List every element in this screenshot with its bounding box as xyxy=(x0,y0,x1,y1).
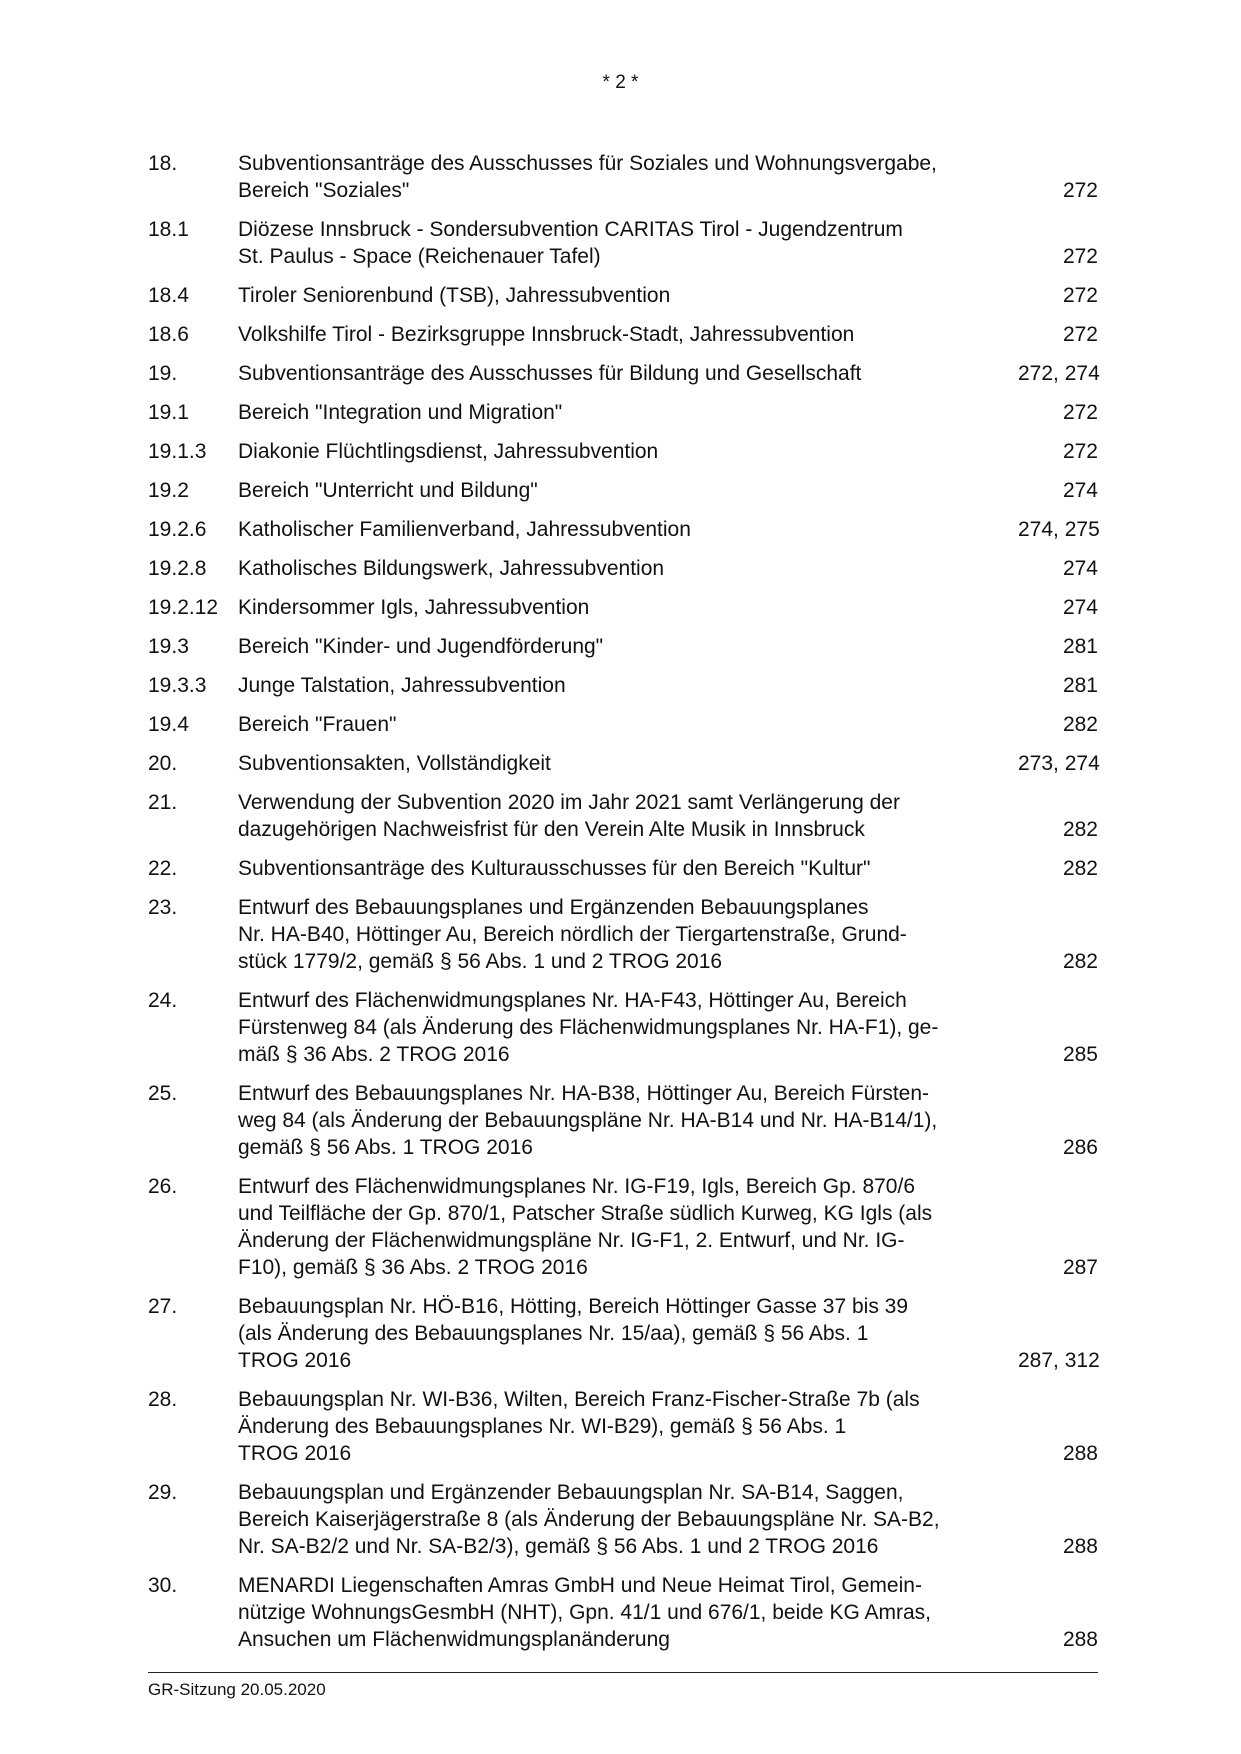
toc-entry xyxy=(148,1479,1098,1560)
page-number: * 2 * xyxy=(602,72,639,93)
toc-entry-title: Bereich "Kinder- und Jugendförderung" xyxy=(238,635,604,658)
toc-entry-page: 273, 274 xyxy=(1018,752,1100,775)
toc-entry-title: Katholisches Bildungswerk, Jahressubvention xyxy=(238,557,665,580)
toc-entry-page: 287 xyxy=(1062,1256,1098,1279)
toc-entry-number: 18.1 xyxy=(148,218,189,241)
toc-entry-title: Entwurf des Bebauungsplanes und Ergänzenden Bebauungsplanes Nr. HA-B40, Höttinger Au, Bereich nördlich der Tiergartenstraße, Grund- stück 1779/2, gemäß § 56 Abs. 1 und 2 TROG 2016 xyxy=(238,896,907,973)
toc-entry-title: Diakonie Flüchtlingsdienst, Jahressubvention xyxy=(238,440,659,463)
toc-entry-page: 281 xyxy=(1062,635,1098,658)
toc-entry-page: 272 xyxy=(1062,323,1098,346)
table-of-contents xyxy=(148,150,1098,1665)
toc-entry xyxy=(148,516,1098,543)
toc-entry-number: 30. xyxy=(148,1574,178,1597)
toc-entry-title: Subventionsanträge des Ausschusses für Bildung und Gesellschaft xyxy=(238,362,862,385)
toc-entry xyxy=(148,477,1098,504)
toc-entry-page: 282 xyxy=(1062,857,1098,880)
toc-entry-page: 288 xyxy=(1062,1442,1098,1465)
toc-entry-title: Bebauungsplan Nr. HÖ-B16, Hötting, Bereich Höttinger Gasse 37 bis 39 (als Änderung des Bebauungsplanes Nr. 15/aa), gemäß § 56 Abs. 1 TROG 2016 xyxy=(238,1295,909,1372)
toc-entry-number: 18.4 xyxy=(148,284,189,307)
toc-entry-number: 21. xyxy=(148,791,178,814)
toc-entry-number: 19.1.3 xyxy=(148,440,207,463)
toc-entry-number: 22. xyxy=(148,857,178,880)
toc-entry-title: Kindersommer Igls, Jahressubvention xyxy=(238,596,590,619)
toc-entry xyxy=(148,555,1098,582)
toc-entry xyxy=(148,987,1098,1068)
toc-entry-number: 19.1 xyxy=(148,401,189,424)
toc-entry-number: 18. xyxy=(148,152,178,175)
toc-entry-number: 29. xyxy=(148,1481,178,1504)
toc-entry xyxy=(148,399,1098,426)
toc-entry-page: 282 xyxy=(1062,950,1098,973)
toc-entry xyxy=(148,438,1098,465)
toc-entry-page: 274 xyxy=(1062,596,1098,619)
toc-entry xyxy=(148,633,1098,660)
toc-entry-page: 272 xyxy=(1062,401,1098,424)
toc-entry xyxy=(148,1080,1098,1161)
toc-entry-page: 272 xyxy=(1062,245,1098,268)
toc-entry-number: 19. xyxy=(148,362,178,385)
toc-entry xyxy=(148,855,1098,882)
toc-entry-page: 274 xyxy=(1062,479,1098,502)
toc-entry xyxy=(148,750,1098,777)
toc-entry-number: 20. xyxy=(148,752,178,775)
toc-entry-page: 286 xyxy=(1062,1136,1098,1159)
toc-entry-title: Junge Talstation, Jahressubvention xyxy=(238,674,566,697)
toc-entry-title: Subventionsanträge des Kulturausschusses für den Bereich "Kultur" xyxy=(238,857,871,880)
toc-entry-page: 272 xyxy=(1062,440,1098,463)
toc-entry-number: 23. xyxy=(148,896,178,919)
toc-entry-number: 19.4 xyxy=(148,713,189,736)
toc-entry-page: 282 xyxy=(1062,818,1098,841)
toc-entry-number: 19.2 xyxy=(148,479,189,502)
toc-entry-title: Entwurf des Flächenwidmungsplanes Nr. IG-F19, Igls, Bereich Gp. 870/6 und Teilfläche der Gp. 870/1, Patscher Straße südlich Kurweg, KG Igls (als Änderung der Flächenwidmungspläne Nr. IG-F1, 2. Entwurf, und Nr. IG- F10), gemäß § 36 Abs. 2 TROG 2016 xyxy=(238,1175,933,1279)
toc-entry xyxy=(148,1293,1098,1374)
footer-session-date: GR-Sitzung 20.05.2020 xyxy=(148,1680,326,1699)
toc-entry-number: 19.2.12 xyxy=(148,596,219,619)
toc-entry-number: 19.2.6 xyxy=(148,518,207,541)
toc-entry-number: 19.3 xyxy=(148,635,189,658)
toc-entry-title: Tiroler Seniorenbund (TSB), Jahressubvention xyxy=(238,284,671,307)
toc-entry-number: 26. xyxy=(148,1175,178,1198)
toc-entry xyxy=(148,360,1098,387)
toc-entry-number: 25. xyxy=(148,1082,178,1105)
toc-entry-page: 272 xyxy=(1062,179,1098,202)
toc-entry-number: 24. xyxy=(148,989,178,1012)
toc-entry-page: 285 xyxy=(1062,1043,1098,1066)
toc-entry-number: 19.2.8 xyxy=(148,557,207,580)
toc-entry xyxy=(148,1572,1098,1653)
toc-entry xyxy=(148,321,1098,348)
toc-entry-page: 272 xyxy=(1062,284,1098,307)
toc-entry xyxy=(148,594,1098,621)
toc-entry-title: Entwurf des Flächenwidmungsplanes Nr. HA-F43, Höttinger Au, Bereich Fürstenweg 84 (als Änderung des Flächenwidmungsplanes Nr. HA-F1), ge- mäß § 36 Abs. 2 TROG 2016 xyxy=(238,989,939,1066)
toc-entry xyxy=(148,1386,1098,1467)
toc-entry-page: 274, 275 xyxy=(1018,518,1100,541)
toc-entry-title: Bereich "Unterricht und Bildung" xyxy=(238,479,538,502)
toc-entry-page: 288 xyxy=(1062,1535,1098,1558)
toc-entry-number: 19.3.3 xyxy=(148,674,207,697)
toc-entry xyxy=(148,216,1098,270)
toc-entry-title: Subventionsanträge des Ausschusses für Soziales und Wohnungsvergabe, Bereich "Soziales" xyxy=(238,152,937,202)
toc-entry-page: 287, 312 xyxy=(1018,1349,1100,1372)
toc-entry-page: 281 xyxy=(1062,674,1098,697)
toc-entry-number: 27. xyxy=(148,1295,178,1318)
toc-entry-page: 282 xyxy=(1062,713,1098,736)
footer-divider xyxy=(148,1672,1098,1673)
toc-entry-title: MENARDI Liegenschaften Amras GmbH und Neue Heimat Tirol, Gemein- nützige WohnungsGesmbH (NHT), Gpn. 41/1 und 676/1, beide KG Amras, Ansuchen um Flächenwidmungsplanänderung xyxy=(238,1574,931,1651)
toc-entry-title: Entwurf des Bebauungsplanes Nr. HA-B38, Höttinger Au, Bereich Fürsten- weg 84 (als Änderung der Bebauungspläne Nr. HA-B14 und Nr. HA-B14/1), gemäß § 56 Abs. 1 TROG 2016 xyxy=(238,1082,938,1159)
toc-entry-title: Bereich "Integration und Migration" xyxy=(238,401,563,424)
toc-entry-title: Bebauungsplan Nr. WI-B36, Wilten, Bereich Franz-Fischer-Straße 7b (als Änderung des Bebauungsplanes Nr. WI-B29), gemäß § 56 Abs. 1 TROG 2016 xyxy=(238,1388,920,1465)
toc-entry xyxy=(148,672,1098,699)
toc-entry-number: 18.6 xyxy=(148,323,189,346)
toc-entry xyxy=(148,711,1098,738)
toc-entry-title: Verwendung der Subvention 2020 im Jahr 2021 samt Verlängerung der dazugehörigen Nachweisfrist für den Verein Alte Musik in Innsbruck xyxy=(238,791,900,841)
toc-entry xyxy=(148,282,1098,309)
toc-entry-title: Subventionsakten, Vollständigkeit xyxy=(238,752,551,775)
toc-entry-page: 288 xyxy=(1062,1628,1098,1651)
toc-entry-title: Diözese Innsbruck - Sondersubvention CARITAS Tirol - Jugendzentrum St. Paulus - Space (Reichenauer Tafel) xyxy=(238,218,903,268)
toc-entry-title: Volkshilfe Tirol - Bezirksgruppe Innsbruck-Stadt, Jahressubvention xyxy=(238,323,855,346)
toc-entry xyxy=(148,1173,1098,1281)
toc-entry-title: Bebauungsplan und Ergänzender Bebauungsplan Nr. SA-B14, Saggen, Bereich Kaiserjägerstraße 8 (als Änderung der Bebauungspläne Nr. SA-B2, Nr. SA-B2/2 und Nr. SA-B2/3), gemäß § 56 Abs. 1 und 2 TROG 2016 xyxy=(238,1481,940,1558)
toc-entry-page: 272, 274 xyxy=(1018,362,1100,385)
toc-entry xyxy=(148,789,1098,843)
toc-entry-title: Katholischer Familienverband, Jahressubvention xyxy=(238,518,691,541)
toc-entry-page: 274 xyxy=(1062,557,1098,580)
toc-entry-number: 28. xyxy=(148,1388,178,1411)
toc-entry xyxy=(148,150,1098,204)
toc-entry xyxy=(148,894,1098,975)
toc-entry-title: Bereich "Frauen" xyxy=(238,713,397,736)
